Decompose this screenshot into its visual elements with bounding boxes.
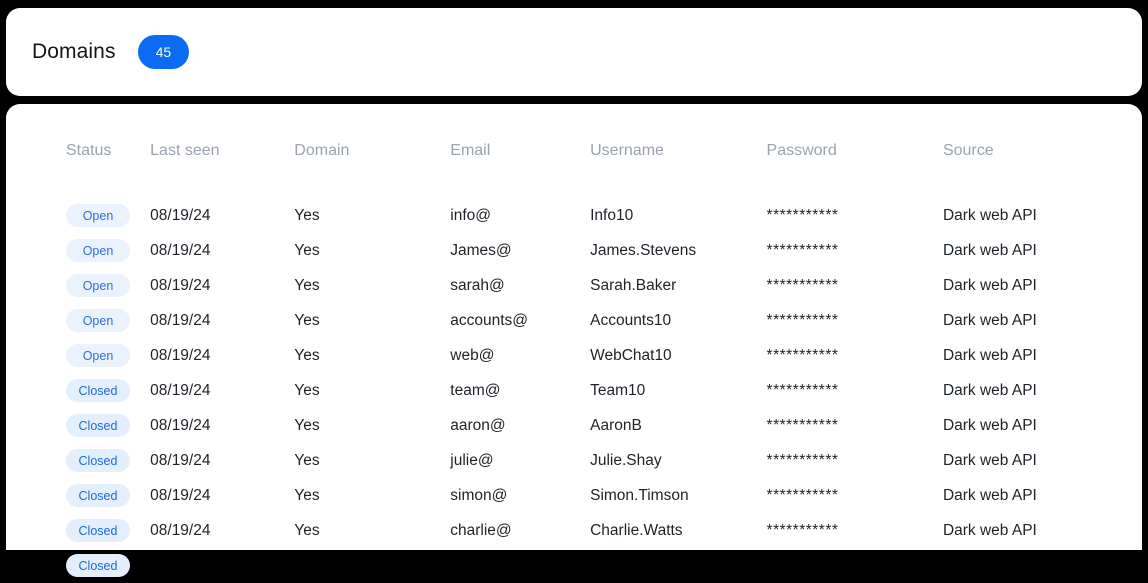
cell-last-seen: 08/19/24	[150, 241, 211, 259]
cell-status	[6, 303, 150, 338]
column-header-status[interactable]: Status	[66, 142, 112, 159]
cell-email: team@	[450, 381, 501, 399]
cell-username: Team10	[590, 381, 646, 399]
cell-email: info@	[450, 206, 491, 224]
table-row[interactable]	[6, 478, 1142, 513]
cell-status	[6, 268, 150, 303]
cell-password: ***********	[766, 416, 839, 434]
column-header-source[interactable]: Source	[942, 142, 994, 159]
table-header-row	[6, 104, 1142, 198]
cell-email: aaron@	[450, 416, 506, 434]
cell-domain: Yes	[294, 451, 320, 469]
table-row[interactable]	[6, 198, 1142, 233]
cell-last-seen: 08/19/24	[150, 416, 211, 434]
cell-email: simon@	[450, 486, 508, 504]
cell-password: ***********	[766, 381, 839, 399]
cell-username: Julie.Shay	[590, 451, 662, 469]
table-body	[6, 198, 1142, 583]
status-badge: Open	[66, 204, 130, 227]
cell-source: Dark web API	[942, 241, 1037, 259]
cell-username: Info10	[590, 206, 634, 224]
cell-email: julie@	[450, 451, 494, 469]
cell-username: Simon.Timson	[590, 486, 689, 504]
cell-source	[943, 548, 1142, 583]
status-badge: Closed	[66, 484, 130, 507]
status-badge: Closed	[66, 449, 130, 472]
cell-password	[767, 548, 943, 583]
column-header-last-seen[interactable]: Last seen	[150, 142, 220, 159]
cell-email: sarah@	[450, 276, 505, 294]
table-row[interactable]	[6, 548, 1142, 583]
status-badge: Open	[66, 274, 130, 297]
cell-source: Dark web API	[942, 416, 1037, 434]
domains-count-badge: 45	[138, 35, 190, 69]
cell-domain: Yes	[294, 206, 320, 224]
cell-last-seen: 08/19/24	[150, 346, 211, 364]
cell-status	[6, 373, 150, 408]
cell-source: Dark web API	[942, 346, 1037, 364]
cell-password: ***********	[766, 311, 839, 329]
cell-status	[6, 478, 150, 513]
cell-last-seen: 08/19/24	[150, 381, 211, 399]
cell-last-seen	[150, 548, 294, 583]
cell-domain	[294, 548, 450, 583]
table-row[interactable]	[6, 373, 1142, 408]
status-badge: Closed	[66, 414, 130, 437]
cell-status	[6, 198, 150, 233]
cell-username: AaronB	[590, 416, 642, 434]
cell-last-seen: 08/19/24	[150, 206, 211, 224]
cell-domain: Yes	[294, 486, 320, 504]
cell-password: ***********	[766, 346, 839, 364]
column-header-password[interactable]: Password	[766, 142, 837, 159]
cell-last-seen: 08/19/24	[150, 276, 211, 294]
cell-username: Sarah.Baker	[590, 276, 677, 294]
status-badge: Open	[66, 344, 130, 367]
cell-username	[590, 548, 766, 583]
domains-header-inner	[6, 8, 1142, 96]
page-title: Domains	[32, 40, 116, 63]
cell-source: Dark web API	[942, 486, 1037, 504]
status-badge: Closed	[66, 379, 130, 402]
domains-table-card	[6, 104, 1142, 573]
status-badge: Open	[66, 239, 130, 262]
cell-last-seen: 08/19/24	[150, 486, 211, 504]
column-header-username[interactable]: Username	[590, 142, 664, 159]
cell-password: ***********	[766, 451, 839, 469]
cell-status	[6, 338, 150, 373]
table-row[interactable]	[6, 443, 1142, 478]
cell-password: ***********	[766, 486, 839, 504]
cell-source: Dark web API	[942, 521, 1037, 539]
table-row[interactable]	[6, 513, 1142, 548]
domains-table	[6, 104, 1142, 583]
cell-password: ***********	[766, 521, 839, 539]
status-badge: Open	[66, 309, 130, 332]
cell-source: Dark web API	[942, 276, 1037, 294]
cell-last-seen: 08/19/24	[150, 521, 211, 539]
cell-status	[6, 408, 150, 443]
cell-username: WebChat10	[590, 346, 672, 364]
table-row[interactable]	[6, 338, 1142, 373]
cell-password: ***********	[766, 206, 839, 224]
cell-username: Accounts10	[590, 311, 672, 329]
status-badge: Closed	[66, 554, 130, 577]
cell-domain: Yes	[294, 346, 320, 364]
cell-domain: Yes	[294, 241, 320, 259]
cell-username: James.Stevens	[590, 241, 697, 259]
cell-email: James@	[450, 241, 512, 259]
cell-domain: Yes	[294, 381, 320, 399]
table-row[interactable]	[6, 268, 1142, 303]
column-header-email[interactable]: Email	[450, 142, 491, 159]
cell-password: ***********	[766, 241, 839, 259]
table-header	[6, 104, 1142, 198]
cell-status	[6, 548, 150, 583]
cell-email: accounts@	[450, 311, 529, 329]
table-row[interactable]	[6, 408, 1142, 443]
cell-domain: Yes	[294, 521, 320, 539]
domains-header-card	[6, 8, 1142, 96]
cell-domain: Yes	[294, 276, 320, 294]
cell-source: Dark web API	[942, 381, 1037, 399]
cell-last-seen: 08/19/24	[150, 451, 211, 469]
column-header-domain[interactable]: Domain	[294, 142, 350, 159]
cell-source: Dark web API	[942, 311, 1037, 329]
table-row[interactable]	[6, 303, 1142, 338]
cell-email: web@	[450, 346, 495, 364]
cell-last-seen: 08/19/24	[150, 311, 211, 329]
cell-status	[6, 233, 150, 268]
cell-domain: Yes	[294, 311, 320, 329]
cell-username: Charlie.Watts	[590, 521, 683, 539]
cell-source: Dark web API	[942, 451, 1037, 469]
cell-password: ***********	[766, 276, 839, 294]
table-row[interactable]	[6, 233, 1142, 268]
cell-domain: Yes	[294, 416, 320, 434]
cell-email: charlie@	[450, 521, 512, 539]
status-badge: Closed	[66, 519, 130, 542]
cell-status	[6, 513, 150, 548]
cell-status	[6, 443, 150, 478]
cell-source: Dark web API	[942, 206, 1037, 224]
cell-email	[450, 548, 590, 583]
